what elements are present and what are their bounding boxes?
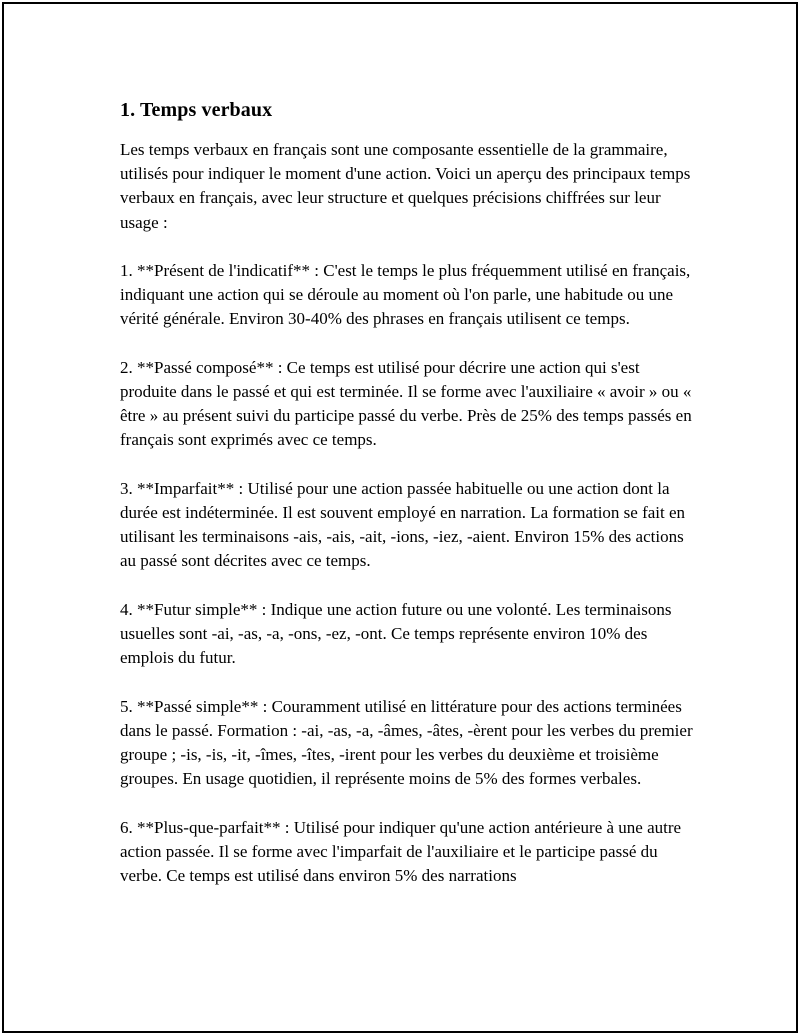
paragraph-passe-compose: 2. **Passé composé** : Ce temps est utilisé pour décrire une action qui s'est produite dans le passé et qui est terminée. Il se forme avec l'auxiliaire « avoir » ou « être » au présent suivi du participe passé du verbe. Près de 25% des temps passés en français sont exprimés avec ce temps. — [120, 357, 692, 450]
intro-paragraph: Les temps verbaux en français sont une composante essentielle de la grammaire, utilisés pour indiquer le moment d'une action. Voici un aperçu des principaux temps verbaux en français, avec leur structure et quelques précisions chiffrées sur leur usage : — [120, 140, 691, 232]
document-page — [2, 2, 798, 1033]
paragraph-imparfait: 3. **Imparfait** : Utilisé pour une action passée habituelle ou une action dont la durée est indéterminée. Il est souvent employé en narration. La formation se fait en utilisant les terminaisons -ais, -ais, -ait, -ions, -iez, -aient. Environ 15% des actions au passé sont décrites avec ce temps. — [120, 478, 686, 571]
paragraph-plus-que-parfait: 6. **Plus-que-parfait** : Utilisé pour indiquer qu'une action antérieure à une autre action passée. Il se forme avec l'imparfait de l'auxiliaire et le participe passé du verbe. Ce temps est utilisé dans environ 5% des narrations — [120, 817, 682, 885]
paragraph-futur-simple: 4. **Futur simple** : Indique une action future ou une volonté. Les terminaisons usuelles sont -ai, -as, -a, -ons, -ez, -ont. Ce temps représente environ 10% des emplois du futur. — [120, 599, 672, 668]
document-body — [120, 96, 700, 912]
paragraph-present-indicatif: 1. **Présent de l'indicatif** : C'est le temps le plus fréquemment utilisé en français, indiquant une action qui se déroule au moment où l'on parle, une habitude ou une vérité générale. Environ 30-40% des phrases en français utilisent ce temps. — [120, 261, 691, 329]
paragraph-passe-simple: 5. **Passé simple** : Couramment utilisé en littérature pour des actions terminées dans le passé. Formation : -ai, -as, -a, -âmes, -âtes, -èrent pour les verbes du premier groupe ; -is, -is, -it, -îmes, -îtes, -irent pour les verbes du deuxième et troisième groupes. En usage quotidien, il représente moins de 5% des formes verbales. — [120, 696, 693, 789]
section-heading: 1. Temps verbaux — [120, 99, 273, 121]
